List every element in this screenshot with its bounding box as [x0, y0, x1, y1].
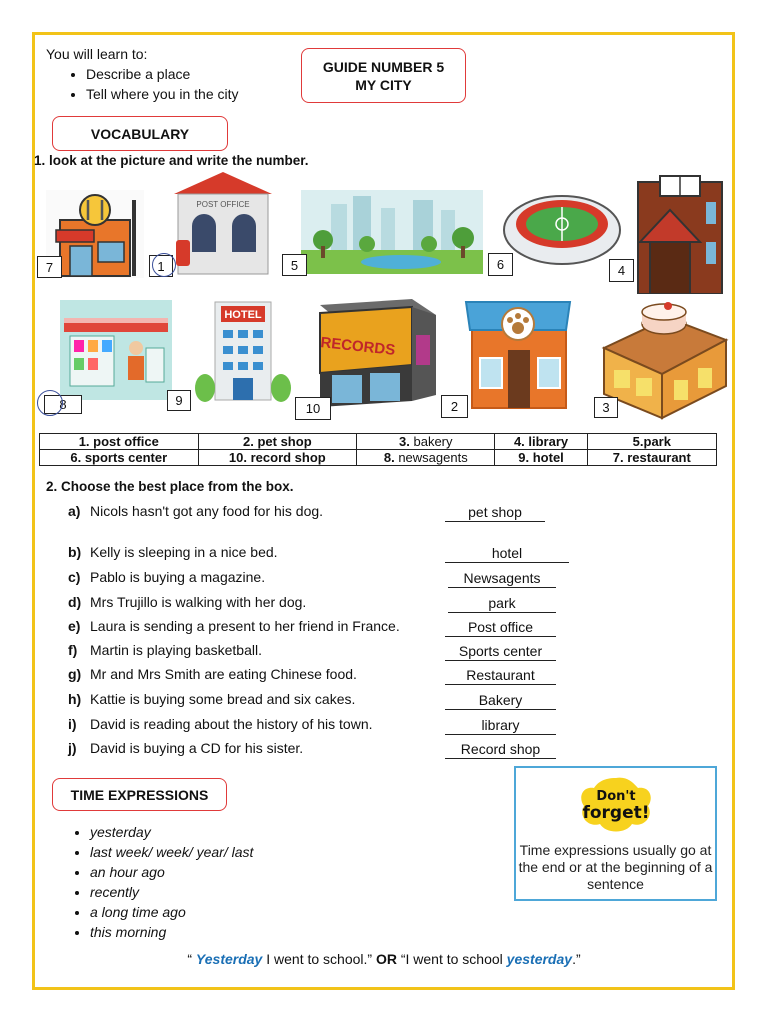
exercise-letter: d): [68, 594, 82, 610]
answer-circle: [152, 253, 176, 277]
learn-item: • Tell where you in the city: [86, 84, 239, 104]
exercise-item: [68, 716, 373, 732]
time-expressions-list: [66, 822, 253, 942]
learn-item: • Describe a place: [86, 64, 239, 84]
list-item: • yesterday: [90, 822, 253, 842]
exercise-text: Kelly is sleeping in a nice bed.: [90, 544, 278, 560]
exercise-letter: f): [68, 642, 78, 658]
answer-line: Sports center: [445, 642, 556, 661]
exercise-letter: a): [68, 503, 81, 519]
answer-box-newsagents: 8: [44, 395, 82, 414]
exercise-text: Mrs Trujillo is walking with her dog.: [90, 594, 307, 610]
exercise-item: [68, 544, 278, 560]
table-cell: 10. record shop: [198, 450, 357, 466]
guide-title: GUIDE NUMBER 5: [322, 58, 445, 75]
record-shop-sign: RECORDS: [319, 334, 397, 359]
list-item: • last week/ week/ year/ last: [90, 842, 253, 862]
post-office-sign: POST OFFICE: [196, 200, 250, 209]
exercise-text: Laura is sending a present to her friend in France.: [90, 618, 400, 634]
answer-box-sports-center: 6: [488, 253, 513, 276]
newsagents-picture: [60, 300, 172, 400]
answer-box-pet-shop: 2: [441, 395, 468, 418]
exercise-text: Pablo is buying a magazine.: [90, 569, 266, 585]
table-cell: 4. library: [495, 434, 587, 450]
library-picture: [630, 172, 730, 294]
answer-circle: [37, 390, 63, 416]
list-item: • this morning: [90, 922, 253, 942]
record-shop-picture: [312, 295, 440, 413]
exercise-letter: i): [68, 716, 77, 732]
question-1: 1. look at the picture and write the number.: [34, 153, 309, 168]
list-item: • an hour ago: [90, 862, 253, 882]
hotel-sign: HOTEL: [224, 309, 262, 321]
table-cell: 7. restaurant: [587, 450, 716, 466]
exercise-item: [68, 618, 400, 634]
answer-box-park: 5: [282, 254, 307, 276]
question-2: 2. Choose the best place from the box.: [46, 479, 294, 494]
table-row: [40, 450, 717, 466]
table-cell: 5.park: [587, 434, 716, 450]
learn-list: [66, 64, 239, 104]
exercise-text: Martin is playing basketball.: [90, 642, 262, 658]
guide-subtitle: MY CITY: [355, 76, 412, 93]
answer-box-bakery: 3: [594, 397, 618, 418]
exercise-text: David is reading about the history of his town.: [90, 716, 373, 732]
exercise-item: [68, 503, 323, 519]
exercise-letter: j): [68, 740, 77, 756]
example-sentence: “ Yesterday I went to school.” OR “I went to school yesterday.”: [187, 951, 581, 967]
learn-heading: You will learn to:: [46, 46, 148, 62]
answer-box-restaurant: 7: [37, 256, 62, 278]
table-cell: 1. post office: [40, 434, 199, 450]
exercise-letter: h): [68, 691, 82, 707]
table-cell: 8. newsagents: [357, 450, 495, 466]
exercise-text: Mr and Mrs Smith are eating Chinese food.: [90, 666, 357, 682]
exercise-text: David is buying a CD for his sister.: [90, 740, 304, 756]
exercise-letter: c): [68, 569, 81, 585]
answer-line: Restaurant: [445, 666, 556, 685]
answer-line: Newsagents: [448, 569, 556, 588]
exercise-letter: b): [68, 544, 82, 560]
dont-forget-box: [514, 766, 717, 901]
dont-forget-badge: [576, 774, 656, 836]
sports-center-picture: [500, 180, 625, 270]
post-office-picture: [170, 170, 276, 275]
exercise-text: Kattie is buying some bread and six cakes.: [90, 691, 356, 707]
list-item: • recently: [90, 882, 253, 902]
exercise-text: Nicols hasn't got any food for his dog.: [90, 503, 324, 519]
answer-line: library: [445, 716, 556, 735]
answer-line: hotel: [445, 544, 569, 563]
vocabulary-heading: VOCABULARY: [52, 116, 228, 151]
answer-line: pet shop: [445, 503, 545, 522]
table-cell: 3. bakery: [357, 434, 495, 450]
answer-line: park: [448, 594, 556, 613]
pet-shop-picture: [462, 298, 574, 410]
answer-line: Bakery: [445, 691, 556, 710]
exercise-letter: g): [68, 666, 82, 682]
dont-forget-text: Time expressions usually go at the end or at the beginning of a sentence: [518, 842, 713, 892]
time-expressions-heading: TIME EXPRESSIONS: [52, 778, 227, 811]
answer-box-hotel: 9: [167, 390, 191, 411]
answer-line: Post office: [445, 618, 556, 637]
table-cell: 6. sports center: [40, 450, 199, 466]
hotel-picture: [185, 300, 299, 402]
exercise-letter: e): [68, 618, 81, 634]
exercise-item: [68, 666, 357, 682]
answer-box-record-shop: 10: [295, 397, 331, 420]
svg-text:Don't: Don't: [596, 789, 636, 804]
guide-title-box: [301, 48, 466, 103]
answer-line: Record shop: [445, 740, 556, 759]
exercise-item: [68, 642, 262, 658]
answer-box-library: 4: [609, 259, 634, 282]
list-item: • a long time ago: [90, 902, 253, 922]
exercise-item: [68, 691, 355, 707]
vocabulary-table: [39, 433, 717, 466]
park-picture: [301, 190, 483, 274]
table-row: [40, 434, 717, 450]
exercise-item: [68, 740, 303, 756]
table-cell: 9. hotel: [495, 450, 587, 466]
exercise-item: [68, 569, 265, 585]
exercise-item: [68, 594, 306, 610]
table-cell: 2. pet shop: [198, 434, 357, 450]
svg-text:forget!: forget!: [582, 803, 650, 823]
answer-box-post-office: 1: [149, 255, 173, 277]
